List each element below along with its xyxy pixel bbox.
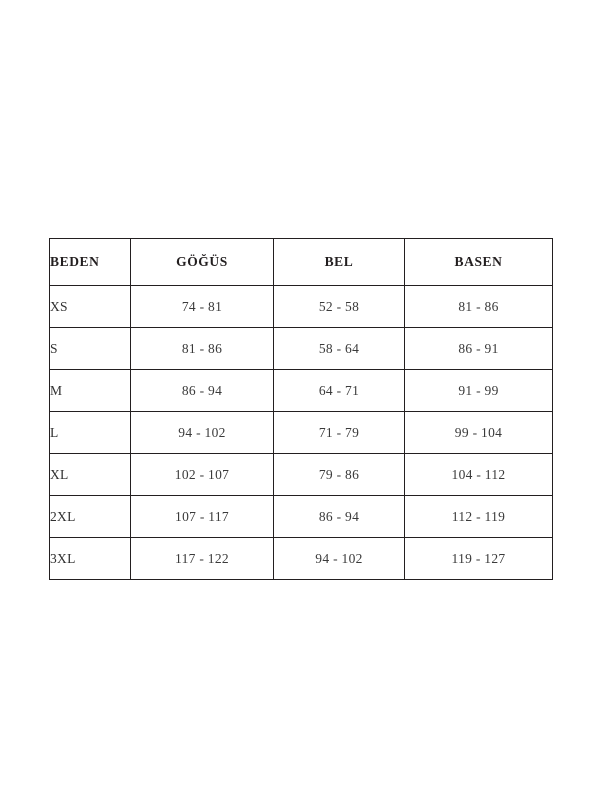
- cell-bel: 79 - 86: [274, 454, 405, 496]
- cell-basen: 112 - 119: [405, 496, 553, 538]
- table-row: [50, 370, 553, 412]
- cell-size: L: [50, 412, 131, 454]
- column-header-basen: BASEN: [405, 239, 553, 286]
- cell-gogus: 94 - 102: [131, 412, 274, 454]
- cell-bel: 86 - 94: [274, 496, 405, 538]
- cell-gogus: 86 - 94: [131, 370, 274, 412]
- size-chart-container: [49, 238, 552, 580]
- cell-gogus: 107 - 117: [131, 496, 274, 538]
- table-header-row: [50, 239, 553, 286]
- cell-basen: 119 - 127: [405, 538, 553, 580]
- cell-bel: 52 - 58: [274, 286, 405, 328]
- cell-basen: 91 - 99: [405, 370, 553, 412]
- cell-size: M: [50, 370, 131, 412]
- cell-size: XL: [50, 454, 131, 496]
- table-row: [50, 328, 553, 370]
- cell-bel: 71 - 79: [274, 412, 405, 454]
- table-row: [50, 286, 553, 328]
- cell-gogus: 117 - 122: [131, 538, 274, 580]
- cell-size: 3XL: [50, 538, 131, 580]
- table-row: [50, 454, 553, 496]
- cell-bel: 58 - 64: [274, 328, 405, 370]
- size-chart-table: [49, 238, 553, 580]
- cell-gogus: 102 - 107: [131, 454, 274, 496]
- cell-size: S: [50, 328, 131, 370]
- cell-gogus: 74 - 81: [131, 286, 274, 328]
- table-header: [50, 239, 553, 286]
- table-row: [50, 496, 553, 538]
- cell-bel: 64 - 71: [274, 370, 405, 412]
- cell-size: XS: [50, 286, 131, 328]
- cell-basen: 99 - 104: [405, 412, 553, 454]
- table-row: [50, 538, 553, 580]
- cell-basen: 81 - 86: [405, 286, 553, 328]
- table-body: [50, 286, 553, 580]
- cell-bel: 94 - 102: [274, 538, 405, 580]
- column-header-bel: BEL: [274, 239, 405, 286]
- cell-basen: 104 - 112: [405, 454, 553, 496]
- column-header-gogus: GÖĞÜS: [131, 239, 274, 286]
- cell-basen: 86 - 91: [405, 328, 553, 370]
- cell-size: 2XL: [50, 496, 131, 538]
- column-header-beden: BEDEN: [50, 239, 131, 286]
- table-row: [50, 412, 553, 454]
- cell-gogus: 81 - 86: [131, 328, 274, 370]
